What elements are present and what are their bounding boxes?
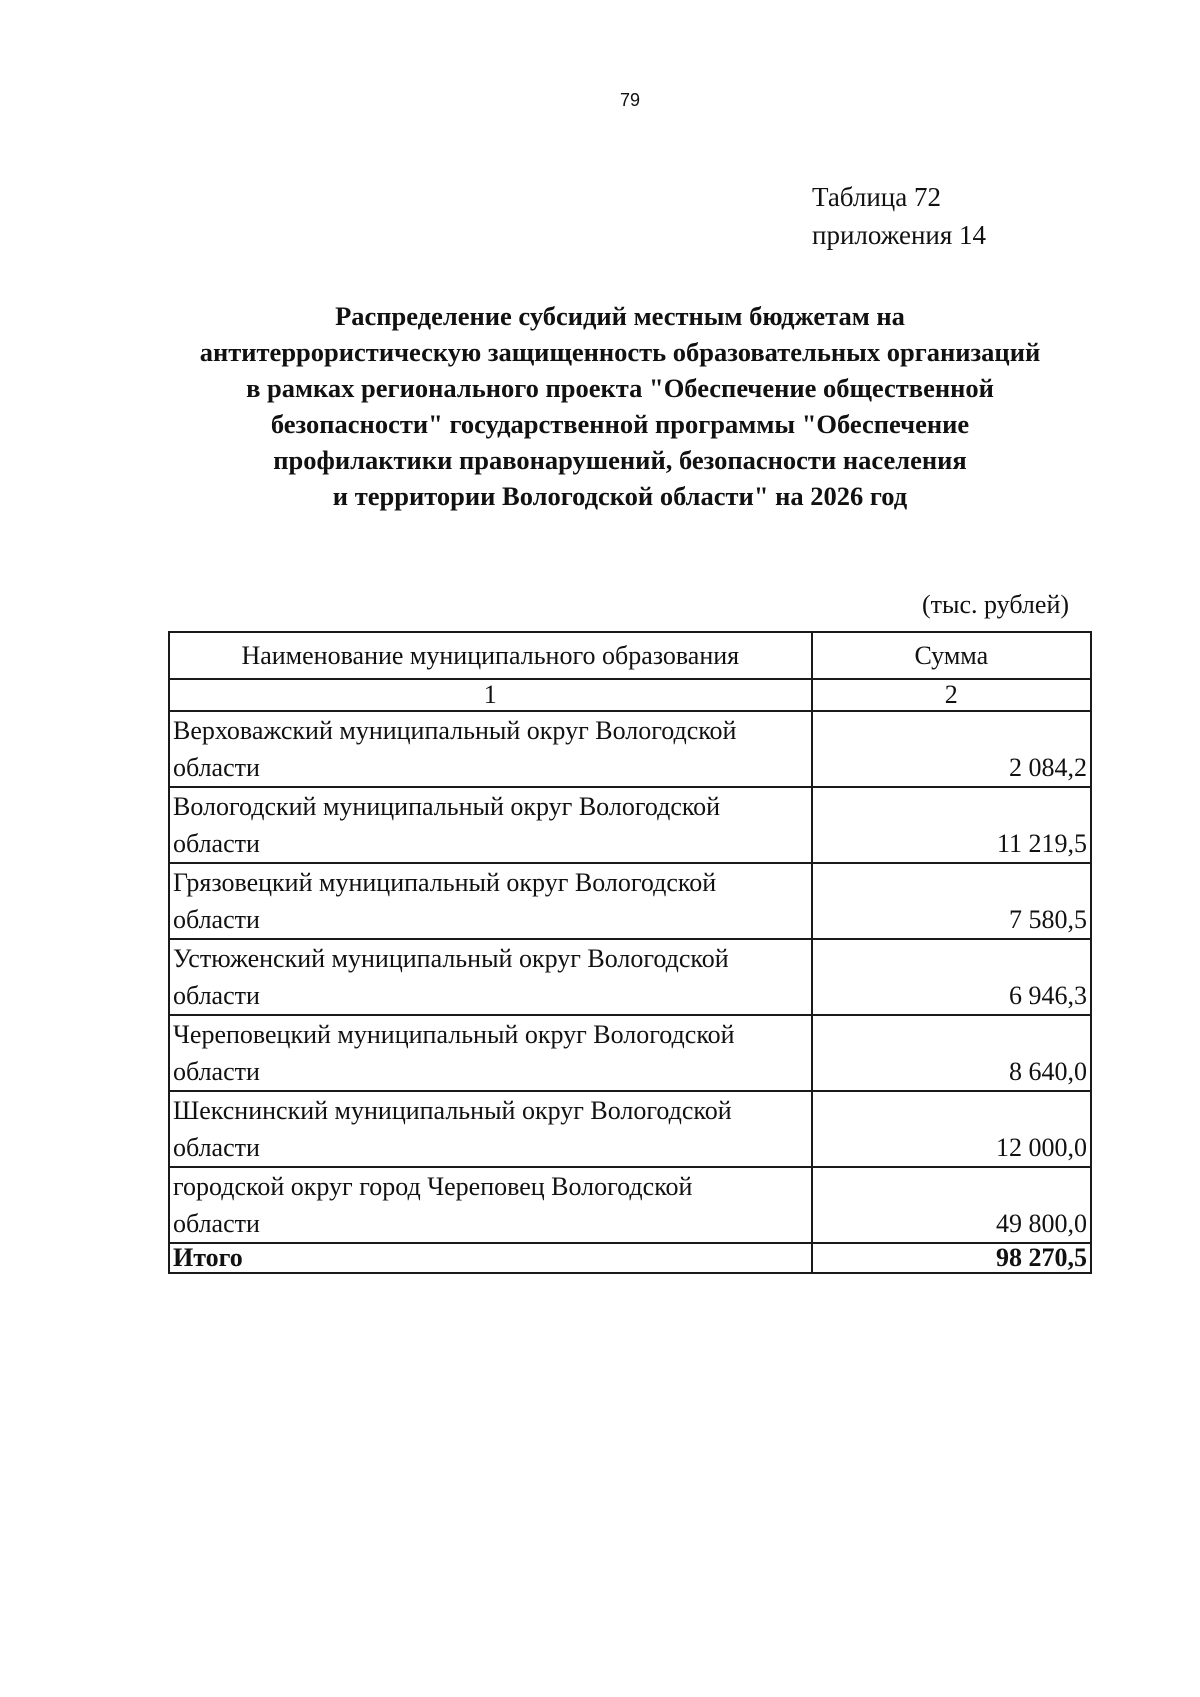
municipality-name-line: городской округ город Череповец Вологодской [173, 1172, 693, 1201]
subsidy-table [168, 631, 1092, 1274]
column-number: 2 [812, 679, 1091, 711]
subsidy-sum: 49 800,0 [812, 1167, 1091, 1243]
table-row [169, 939, 1091, 1015]
title-line: Распределение субсидий местным бюджетам на [335, 301, 905, 331]
municipality-name-line: области [173, 905, 260, 934]
table-reference-line: приложения 14 [812, 220, 987, 250]
table-header-row [169, 632, 1091, 679]
subsidy-sum: 7 580,5 [812, 863, 1091, 939]
municipality-name-line: Верховажский муниципальный округ Вологодской [173, 716, 737, 745]
municipality-name [169, 1015, 812, 1091]
municipality-name [169, 939, 812, 1015]
table-reference-line: Таблица 72 [812, 182, 941, 212]
units-label: (тыс. рублей) [922, 590, 1070, 619]
header-sum: Сумма [812, 632, 1091, 679]
subsidy-sum: 11 219,5 [812, 787, 1091, 863]
header-name: Наименование муниципального образования [169, 632, 812, 679]
page-number: 79 [619, 90, 641, 110]
municipality-name-line: Грязовецкий муниципальный округ Вологодской [173, 868, 717, 897]
subsidy-sum: 8 640,0 [812, 1015, 1091, 1091]
subsidy-sum: 2 084,2 [812, 711, 1091, 787]
municipality-name [169, 711, 812, 787]
municipality-name [169, 1167, 812, 1243]
title-line: и территории Вологодской области" на 2026 год [332, 481, 908, 511]
municipality-name-line: области [173, 1057, 260, 1086]
municipality-name-line: Шекснинский муниципальный округ Вологодской [173, 1096, 732, 1125]
title-line: в рамках регионального проекта "Обеспечение общественной [246, 373, 994, 403]
municipality-name-line: Череповецкий муниципальный округ Вологодской [173, 1020, 735, 1049]
table-row [169, 787, 1091, 863]
total-label: Итого [169, 1243, 812, 1273]
title-line: безопасности" государственной программы "Обеспечение [270, 409, 970, 439]
subsidy-sum: 6 946,3 [812, 939, 1091, 1015]
table-row [169, 1015, 1091, 1091]
municipality-name-line: области [173, 829, 260, 858]
municipality-name-line: области [173, 1209, 260, 1238]
table-row [169, 1167, 1091, 1243]
column-number: 1 [169, 679, 812, 711]
municipality-name [169, 1091, 812, 1167]
municipality-name-line: области [173, 1133, 260, 1162]
municipality-name-line: области [173, 981, 260, 1010]
total-row [169, 1243, 1091, 1273]
municipality-name [169, 787, 812, 863]
column-number-row [169, 679, 1091, 711]
subsidy-sum: 12 000,0 [812, 1091, 1091, 1167]
table-reference [812, 178, 986, 254]
municipality-name [169, 863, 812, 939]
title-line: антитеррористическую защищенность образовательных организаций [199, 337, 1041, 367]
municipality-name-line: области [173, 753, 260, 782]
total-sum: 98 270,5 [812, 1243, 1091, 1273]
document-title [160, 298, 1080, 514]
table-row [169, 711, 1091, 787]
table-row [169, 1091, 1091, 1167]
municipality-name-line: Вологодский муниципальный округ Вологодской [173, 792, 721, 821]
municipality-name-line: Устюженский муниципальный округ Вологодской [173, 944, 729, 973]
table-row [169, 863, 1091, 939]
title-line: профилактики правонарушений, безопасности населения [273, 445, 967, 475]
